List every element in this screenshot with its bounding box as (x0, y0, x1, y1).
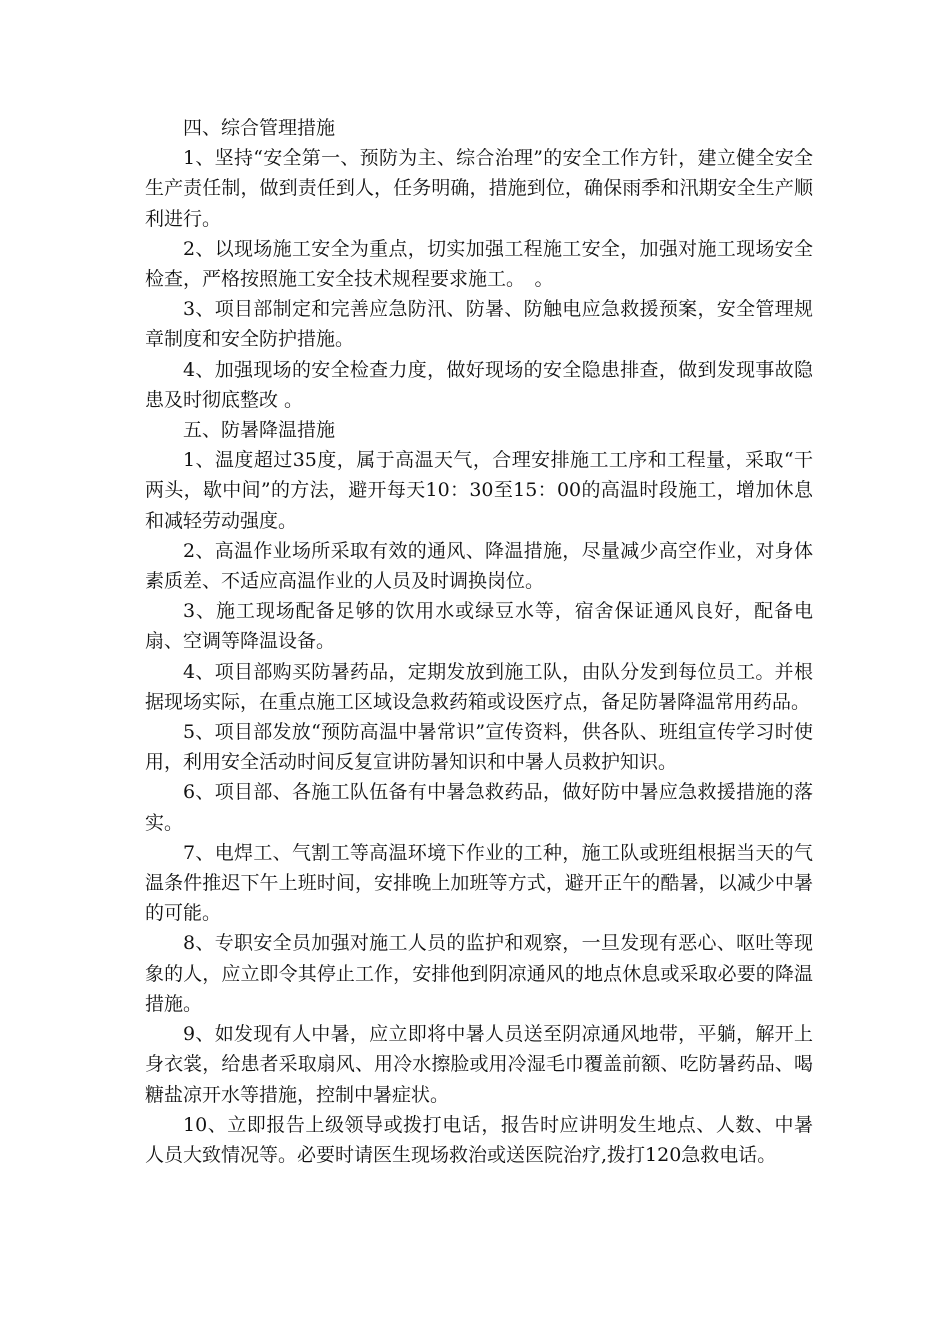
paragraph: 7、电焊工、气割工等高温环境下作业的工种，施工队或班组根据当天的气温条件推迟下午上班时间，安排晚上加班等方式，避开正午的酷暑，以减少中暑的可能。 (145, 841, 813, 925)
paragraph: 4、加强现场的安全检查力度，做好现场的安全隐患排查，做到发现事故隐患及时彻底整改 。 (145, 358, 813, 411)
paragraph: 3、项目部制定和完善应急防汛、防暑、防触电应急救援预案，安全管理规章制度和安全防护措施。 (145, 298, 813, 351)
paragraph: 4、项目部购买防暑药品，定期发放到施工队，由队分发到每位员工。并根据现场实际，在重点施工区域设急救药箱或设医疗点，备足防暑降温常用药品。 (145, 660, 813, 713)
paragraph: 5、项目部发放“预防高温中暑常识”宣传资料，供各队、班组宣传学习时使用，利用安全活动时间反复宣讲防暑知识和中暑人员救护知识。 (145, 721, 813, 774)
paragraph: 10、立即报告上级领导或拨打电话，报告时应讲明发生地点、人数、中暑人员大致情况等。必要时请医生现场救治或送医院治疗,拨打120急救电话。 (145, 1113, 813, 1166)
paragraph: 2、高温作业场所采取有效的通风、降温措施，尽量减少高空作业，对身体素质差、不适应高温作业的人员及时调换岗位。 (145, 539, 813, 593)
paragraph: 2、以现场施工安全为重点，切实加强工程施工安全，加强对施工现场安全检查，严格按照施工安全技术规程要求施工。 。 (145, 237, 813, 291)
paragraph: 9、如发现有人中暑，应立即将中暑人员送至阴凉通风地带，平躺，解开上身衣裳，给患者采取扇风、用冷水擦脸或用冷湿毛巾覆盖前额、吃防暑药品、喝糖盐凉开水等措施，控制中暑症状。 (145, 1023, 813, 1106)
section-heading-comprehensive-management: 四、综合管理措施 (183, 117, 336, 139)
document-body (145, 113, 813, 1170)
paragraph: 3、施工现场配备足够的饮用水或绿豆水等，宿舍保证通风良好，配备电扇、空调等降温设备。 (145, 600, 813, 653)
paragraph: 6、项目部、各施工队伍备有中暑急救药品，做好防中暑应急救援措施的落实。 (145, 781, 813, 834)
paragraph: 1、温度超过35度，属于高温天气，合理安排施工工序和工程量，采取“干两头，歇中间”的方法，避开每天10：30至15：00的高温时段施工，增加休息和减轻劳动强度。 (145, 449, 813, 532)
paragraph: 8、专职安全员加强对施工人员的监护和观察，一旦发现有恶心、呕吐等现象的人，应立即令其停止工作，安排他到阴凉通风的地点休息或采取必要的降温措施。 (145, 932, 813, 1015)
paragraph: 1、坚持“安全第一、预防为主、综合治理”的安全工作方针，建立健全安全生产责任制，做到责任到人，任务明确，措施到位，确保雨季和汛期安全生产顺利进行。 (145, 147, 813, 230)
section-heading-heatstroke-prevention: 五、防暑降温措施 (183, 419, 336, 442)
